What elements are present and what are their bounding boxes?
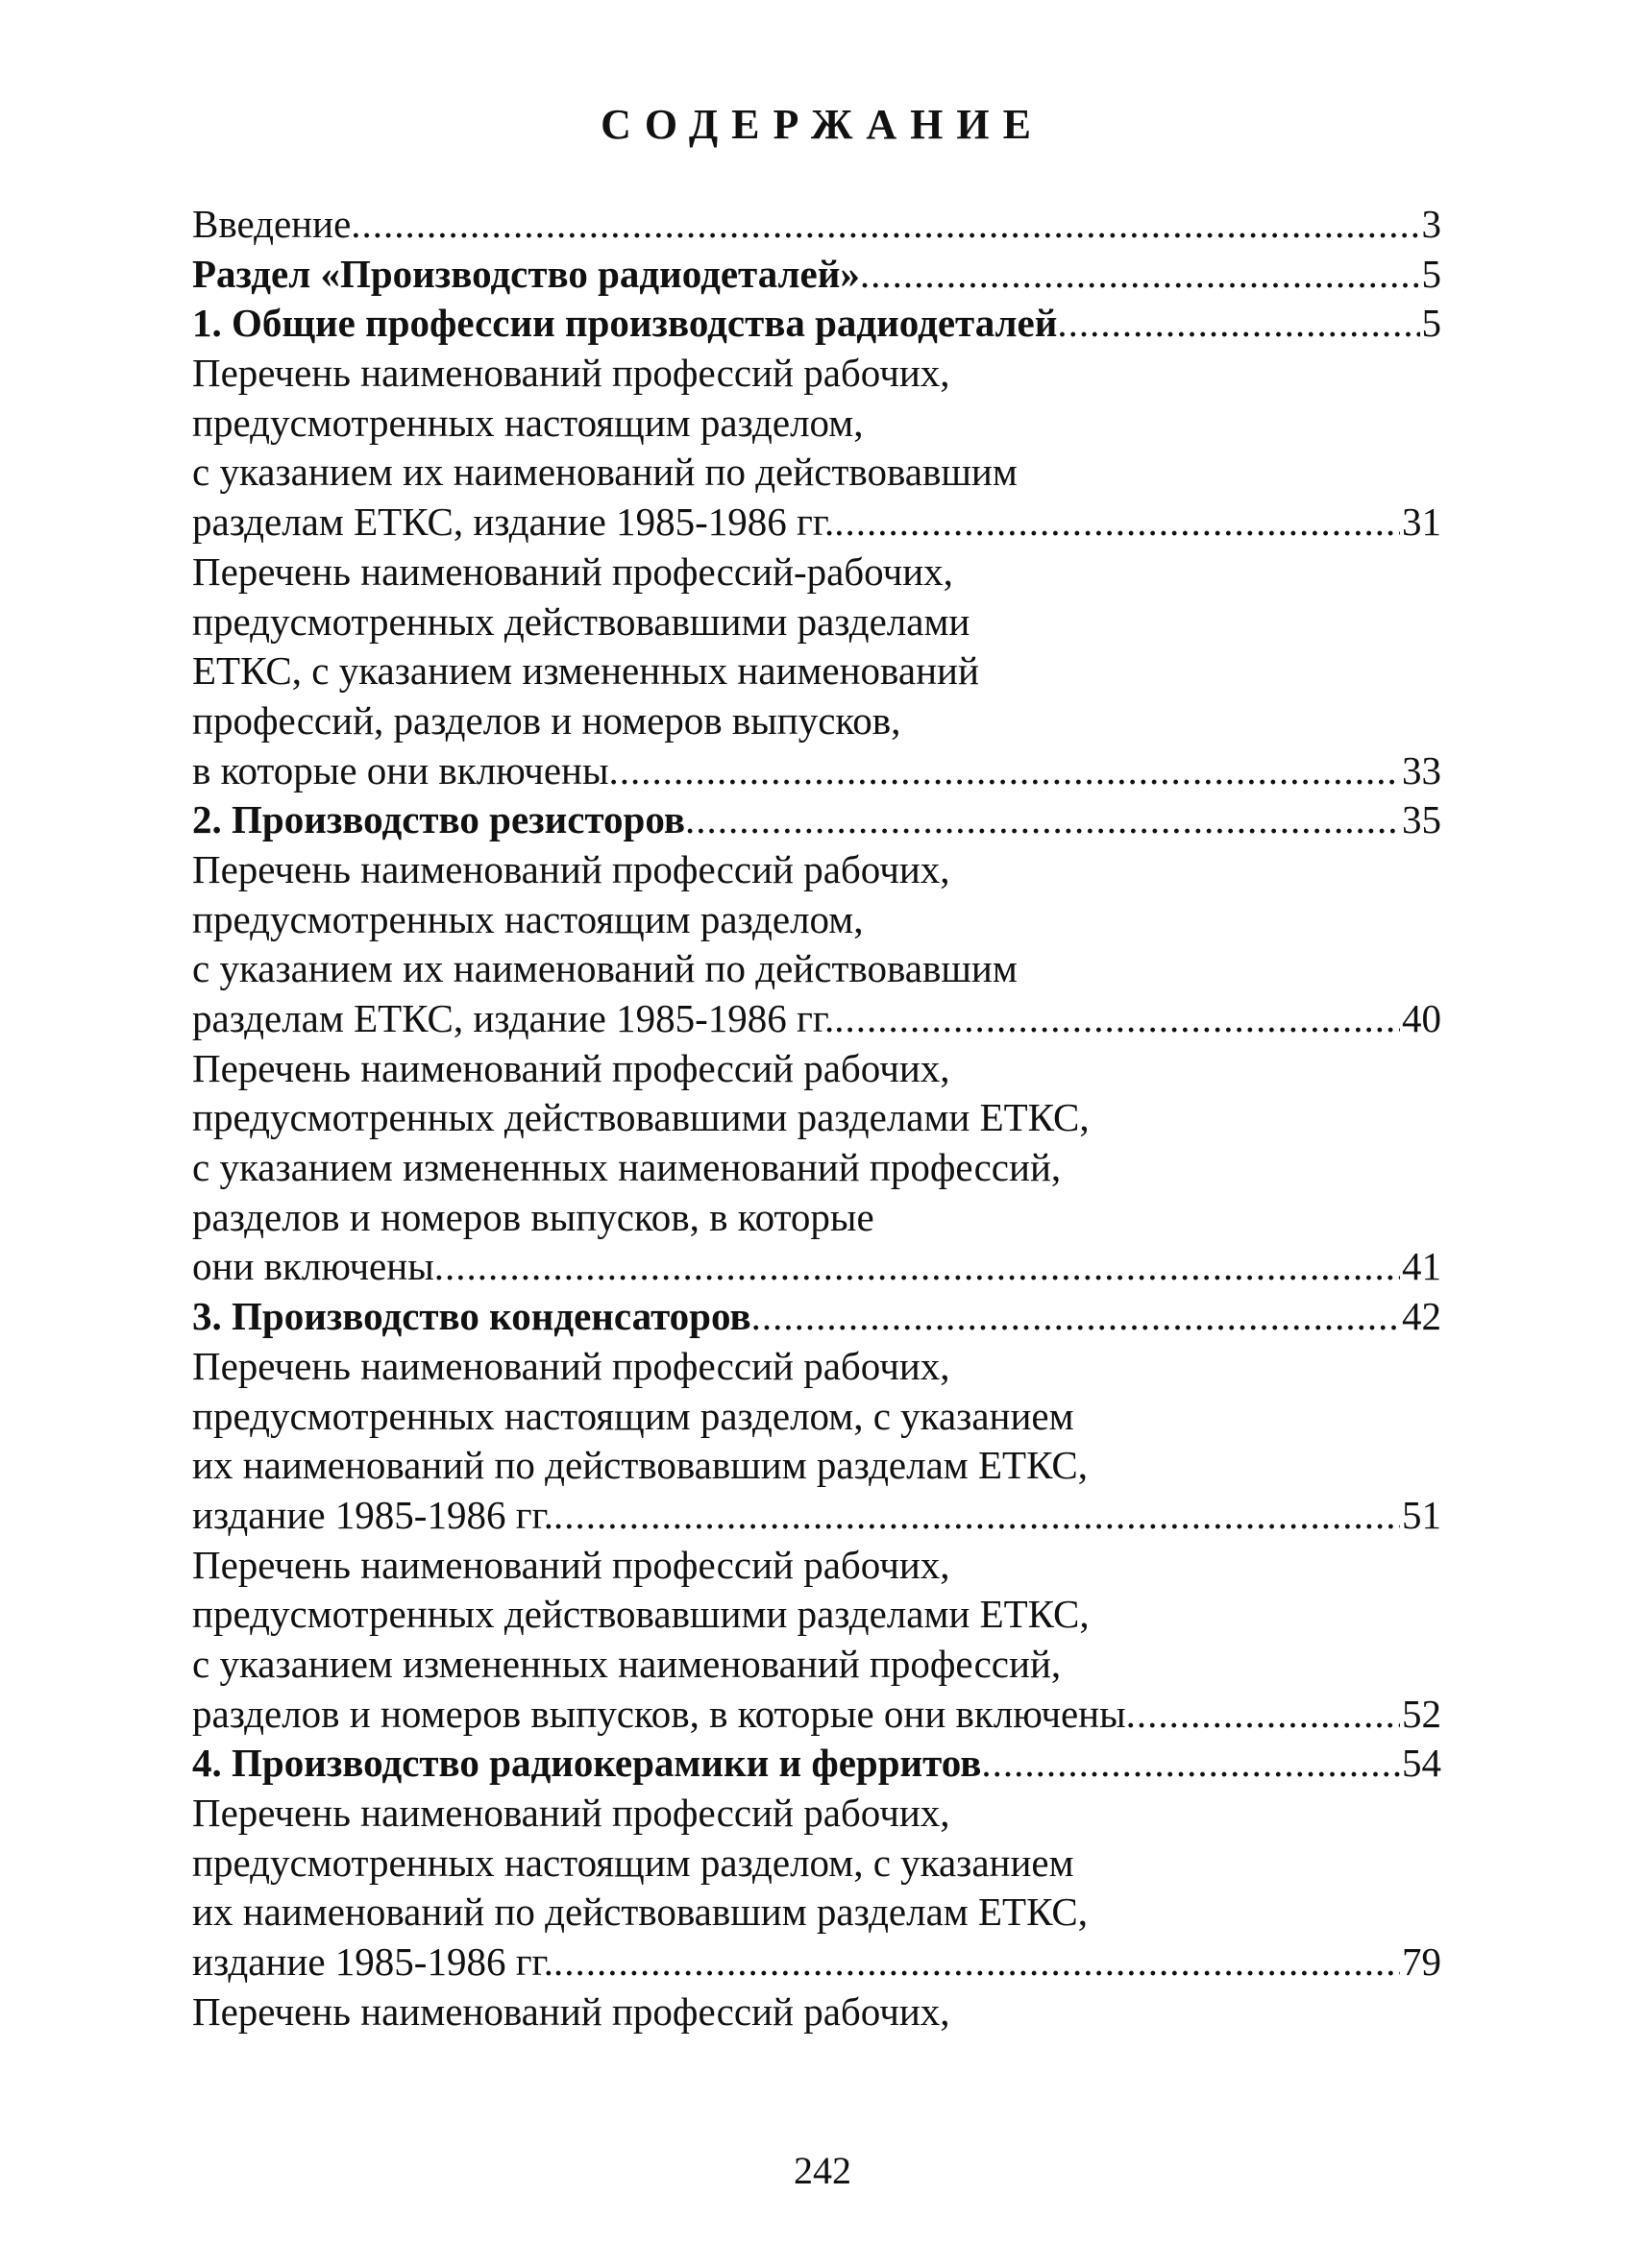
- toc-entry-line: профессий, разделов и номеров выпусков,: [192, 697, 901, 743]
- toc-entry: [192, 1988, 1441, 2037]
- toc-page-number: 31: [1402, 500, 1441, 545]
- toc-entry: [192, 1789, 1441, 1988]
- toc-entry-text: разделов и номеров выпусков, в которые они включены: [192, 1691, 1126, 1736]
- toc-entry-line: Перечень наименований профессий-рабочих,: [192, 549, 953, 594]
- toc-entry: [192, 1342, 1441, 1541]
- toc-page-number: 35: [1402, 797, 1441, 842]
- dot-leader: [751, 1292, 1400, 1342]
- toc-entry-text: в которые они включены: [192, 747, 609, 793]
- toc-entry-line: Перечень наименований профессий рабочих,: [192, 1791, 950, 1835]
- dot-leader: [981, 1739, 1400, 1789]
- toc-entry: [192, 200, 1441, 250]
- toc-entry-line: [192, 795, 1441, 845]
- toc-entry-line: предусмотренных действовавшими разделами ЕТКС,: [192, 1095, 1090, 1140]
- toc-entry-text: 2. Производство резисторов: [192, 797, 685, 842]
- toc-entry-text: издание 1985-1986 гг.: [192, 1492, 553, 1537]
- dot-leader: [860, 250, 1420, 300]
- toc-entry-text: 1. Общие профессии производства радиодеталей: [192, 301, 1058, 346]
- toc-page-number: 54: [1402, 1741, 1441, 1786]
- toc-entry-line: Перечень наименований профессий рабочих,: [192, 1988, 950, 2034]
- toc-entry-text: 3. Производство конденсаторов: [192, 1294, 751, 1339]
- toc-entry: [192, 299, 1441, 349]
- toc-entry-line: [192, 1938, 1441, 1988]
- toc-entry-text: Введение: [192, 202, 352, 246]
- toc-entry-line: [192, 994, 1441, 1044]
- toc-entry-line: [192, 1242, 1441, 1292]
- toc-entry: [192, 349, 1441, 548]
- page-title: СОДЕРЖАНИЕ: [601, 101, 1044, 148]
- table-of-contents: [192, 200, 1441, 2036]
- toc-entry-line: с указанием измененных наименований профессий,: [192, 1145, 1062, 1190]
- toc-entry-text: разделам ЕТКС, издание 1985-1986 гг.: [192, 996, 835, 1040]
- toc-page-number: 3: [1421, 202, 1441, 246]
- toc-entry-line: Перечень наименований профессий рабочих,: [192, 1045, 950, 1090]
- toc-page-number: 5: [1421, 301, 1441, 346]
- toc-entry-line: [192, 1690, 1441, 1740]
- dot-leader: [351, 200, 1419, 250]
- toc-entry-text: 4. Производство радиокерамики и ферритов: [192, 1741, 982, 1786]
- dot-leader: [434, 1242, 1400, 1292]
- toc-page-number: 33: [1402, 747, 1441, 793]
- toc-page-number: 5: [1421, 251, 1441, 296]
- toc-entry-line: [192, 746, 1441, 796]
- toc-entry: [192, 250, 1441, 300]
- toc-entry-text: они включены: [192, 1244, 434, 1289]
- toc-entry-line: Перечень наименований профессий рабочих,: [192, 846, 950, 891]
- toc-entry-line: предусмотренных настоящим разделом,: [192, 400, 864, 445]
- toc-entry-line: Перечень наименований профессий рабочих,: [192, 1343, 950, 1388]
- toc-page-number: 40: [1402, 996, 1441, 1040]
- toc-page-number: 51: [1402, 1492, 1441, 1537]
- dot-leader: [553, 1938, 1400, 1988]
- toc-entry: [192, 1541, 1441, 1740]
- toc-entry: [192, 548, 1441, 795]
- toc-entry-line: с указанием измененных наименований профессий,: [192, 1641, 1062, 1686]
- toc-entry: [192, 1044, 1441, 1292]
- toc-entry: [192, 1739, 1441, 1789]
- dot-leader: [553, 1491, 1400, 1541]
- toc-entry: [192, 845, 1441, 1044]
- toc-entry-line: их наименований по действовавшим разделам ЕТКС,: [192, 1443, 1088, 1488]
- dot-leader: [834, 498, 1400, 548]
- dot-leader: [685, 795, 1400, 845]
- toc-page-number: 42: [1402, 1294, 1441, 1339]
- toc-entry: [192, 795, 1441, 845]
- dot-leader: [834, 994, 1400, 1044]
- dot-leader: [609, 746, 1400, 796]
- toc-entry-text: разделам ЕТКС, издание 1985-1986 гг.: [192, 500, 835, 545]
- toc-entry-line: их наименований по действовавшим разделам ЕТКС,: [192, 1890, 1088, 1935]
- toc-entry-line: предусмотренных действовавшими разделами ЕТКС,: [192, 1592, 1090, 1637]
- toc-entry-line: [192, 1739, 1441, 1789]
- toc-page-number: 41: [1402, 1244, 1441, 1289]
- toc-entry-line: Перечень наименований профессий рабочих,: [192, 351, 950, 396]
- toc-entry-line: [192, 1292, 1441, 1342]
- toc-entry-line: [192, 1491, 1441, 1541]
- toc-entry-line: предусмотренных настоящим разделом, с указанием: [192, 1393, 1074, 1438]
- toc-entry-line: предусмотренных настоящим разделом, с указанием: [192, 1840, 1074, 1885]
- toc-page-number: 52: [1402, 1691, 1441, 1736]
- toc-entry-line: [192, 299, 1441, 349]
- toc-entry: [192, 1292, 1441, 1342]
- toc-entry-text: Раздел «Производство радиодеталей»: [192, 251, 860, 296]
- toc-entry-line: Перечень наименований профессий рабочих,: [192, 1542, 950, 1587]
- toc-entry-line: [192, 200, 1441, 250]
- page-number: 242: [794, 2149, 851, 2192]
- toc-entry-text: издание 1985-1986 гг.: [192, 1939, 553, 1985]
- toc-entry-line: [192, 250, 1441, 300]
- toc-entry-line: разделов и номеров выпусков, в которые: [192, 1194, 874, 1239]
- dot-leader: [1126, 1690, 1400, 1740]
- toc-entry-line: предусмотренных настоящим разделом,: [192, 896, 864, 941]
- toc-entry-line: ЕТКС, с указанием измененных наименований: [192, 648, 979, 694]
- toc-entry-line: с указанием их наименований по действовавшим: [192, 946, 1018, 991]
- dot-leader: [1057, 299, 1419, 349]
- toc-entry-line: [192, 498, 1441, 548]
- toc-entry-line: с указанием их наименований по действовавшим: [192, 450, 1018, 495]
- toc-entry-line: предусмотренных действовавшими разделами: [192, 598, 970, 644]
- toc-page-number: 79: [1402, 1939, 1441, 1985]
